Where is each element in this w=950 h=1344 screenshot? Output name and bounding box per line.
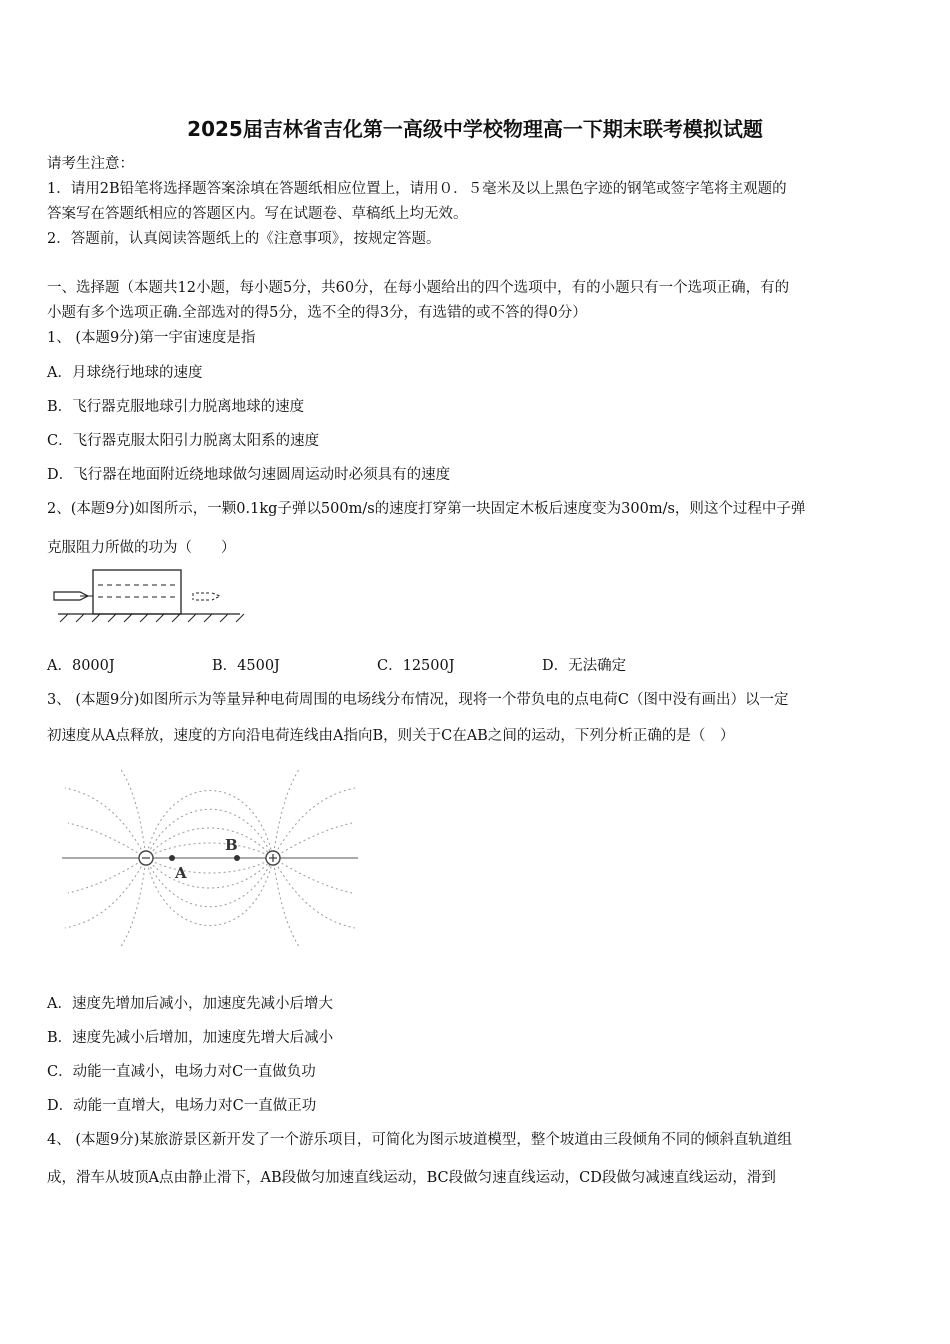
q3-option-d: D．动能一直增大，电场力对C一直做正功 — [47, 1098, 317, 1114]
notice-heading: 请考生注意： — [47, 156, 134, 172]
figure-label-b: B — [225, 836, 238, 854]
notice-item-1b: 答案写在答题纸相应的答题区内。写在试题卷、草稿纸上均无效。 — [47, 206, 468, 222]
q1-option-b: B．飞行器克服地球引力脱离地球的速度 — [47, 399, 305, 415]
q2-option-a: A．8000J — [47, 658, 115, 674]
q3-option-a: A．速度先增加后减小，加速度先减小后增大 — [47, 996, 333, 1012]
q3-option-c: C．动能一直减小，电场力对C一直做负功 — [47, 1064, 316, 1080]
bullet-board-figure — [50, 565, 250, 625]
notice-item-1a: 1．请用2B铅笔将选择题答案涂填在答题纸相应位置上，请用０．５毫米及以上黑色字迹的钢笔或签字笔将主观题的 — [47, 181, 787, 197]
page-title: 2025届吉林省吉化第一高级中学校物理高一下期末联考模拟试题 — [187, 117, 763, 141]
q3-stem-b: 初速度从A点释放，速度的方向沿电荷连线由A指向B，则关于C在AB之间的运动，下列分析正确的是（ ） — [47, 728, 735, 744]
section-instructions-a: 一、选择题（本题共12小题，每小题5分，共60分，在每小题给出的四个选项中，有的小题只有一个选项正确，有的 — [47, 280, 790, 296]
q3-stem-a: 3、 (本题9分)如图所示为等量异种电荷周围的电场线分布情况，现将一个带负电的点电荷C（图中没有画出）以一定 — [47, 692, 789, 708]
electric-field-figure — [60, 768, 360, 948]
q2-option-b: B．4500J — [212, 658, 280, 674]
q1-option-d: D．飞行器在地面附近绕地球做匀速圆周运动时必须具有的速度 — [47, 467, 451, 483]
q2-stem-a: 2、(本题9分)如图所示，一颗0.1kg子弹以500m/s的速度打穿第一块固定木板后速度变为300m/s，则这个过程中子弹 — [47, 501, 806, 517]
section-instructions-b: 小题有多个选项正确.全部选对的得5分，选不全的得3分，有选错的或不答的得0分） — [47, 305, 587, 321]
q2-option-c: C．12500J — [377, 658, 455, 674]
q1-option-a: A．月球绕行地球的速度 — [47, 365, 203, 381]
q1-stem: 1、 (本题9分)第一宇宙速度是指 — [47, 330, 256, 346]
q3-option-b: B．速度先减小后增加，加速度先增大后减小 — [47, 1030, 334, 1046]
q1-option-c: C．飞行器克服太阳引力脱离太阳系的速度 — [47, 433, 320, 449]
notice-item-2: 2．答题前，认真阅读答题纸上的《注意事项》，按规定答题。 — [47, 231, 441, 247]
q2-stem-b: 克服阻力所做的功为（ ） — [47, 540, 236, 556]
q4-stem-b: 成，滑车从坡顶A点由静止滑下，AB段做匀加速直线运动，BC段做匀速直线运动，CD段做匀减速直线运动，滑到 — [47, 1170, 776, 1186]
figure-label-a: A — [175, 864, 187, 882]
q2-option-d: D．无法确定 — [542, 658, 627, 674]
q4-stem-a: 4、 (本题9分)某旅游景区新开发了一个游乐项目，可简化为图示坡道模型，整个坡道由三段倾角不同的倾斜直轨道组 — [47, 1132, 792, 1148]
